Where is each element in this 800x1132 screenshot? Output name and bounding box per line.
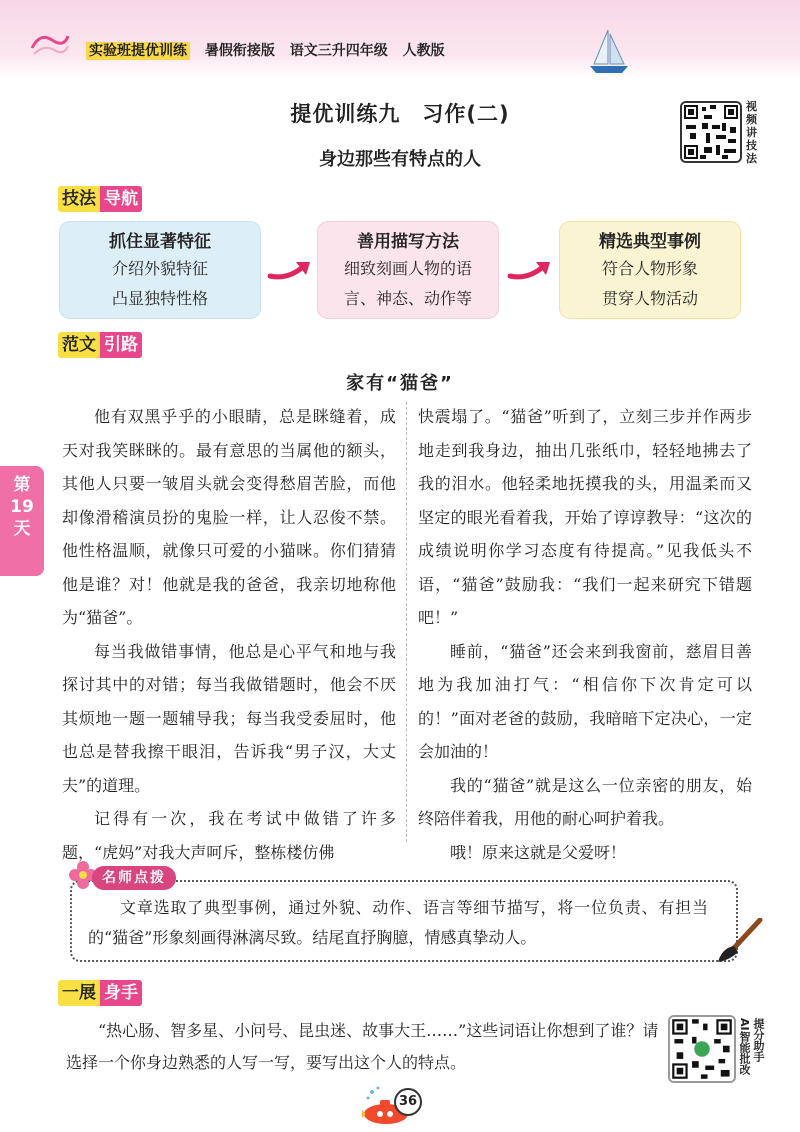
essay-paragraph: 他有双黑乎乎的小眼睛，总是眯缝着，成天对我笑眯眯的。最有意思的当属他的额头，其他人只要一皱眉头就会变得愁眉苦脸，而他却像滑稽演员扮的鬼脸一样，让人忍俊不禁。他性格温顺，就像只可爱的小猫咪。你们猜猜他是谁？对！他就是我的爸爸，我亲切地称他为“猫爸”。 (62, 407, 396, 627)
section-tag-technique-part2: 导航 (100, 186, 142, 212)
method-line: 言、神态、动作等 (343, 289, 472, 308)
section-tag-model-essay-part2: 引路 (100, 332, 142, 358)
qr-code-ai-grading[interactable] (668, 1015, 736, 1083)
page-number: 36 (394, 1088, 422, 1116)
page-subtitle: 身边那些有特点的人 (319, 149, 481, 170)
day-side-tab (0, 466, 44, 576)
essay-column-right (418, 400, 752, 869)
right-arrow-icon (506, 256, 554, 282)
method-title: 抓住显著特征 (109, 232, 211, 252)
day-tab-suffix: 天 (13, 519, 31, 539)
method-line: 贯穿人物活动 (601, 289, 698, 308)
section-tag-technique (58, 186, 142, 212)
header-publisher: 人教版 (402, 43, 445, 59)
method-title: 善用描写方法 (357, 232, 459, 252)
qr-ai-label (738, 1018, 770, 1075)
method-line: 凸显独特性格 (111, 289, 208, 308)
decorative-swirl-icon (30, 28, 70, 58)
section-tag-technique-part1: 技法 (58, 186, 100, 212)
sailboat-icon (584, 26, 634, 76)
practice-paragraph: “热心肠、智多星、小问号、昆虫迷、故事大王……”这些词语让你想到了谁？请选择一个你身边熟悉的人写一写，要写出这个人的特点。 (66, 1021, 659, 1072)
qr-pattern-icon (682, 103, 740, 161)
section-tag-model-essay-part1: 范文 (58, 332, 100, 358)
section-tag-practice-part1: 一展 (58, 980, 100, 1006)
header-info (86, 40, 445, 60)
section-tag-practice (58, 980, 142, 1006)
qr-ai-label-line2: 提分助手 (752, 1018, 765, 1062)
page-title: 提优训练九 习作(二) (290, 102, 510, 126)
header-edition: 暑假衔接版 (204, 43, 275, 59)
qr-ai-label-line1: AI智能批改 (738, 1018, 751, 1075)
header-subject: 语文三升四年级 (289, 43, 388, 59)
header-brand: 实验班提优训练 (86, 42, 190, 60)
paintbrush-icon (714, 918, 764, 964)
section-tag-model-essay (58, 332, 142, 358)
essay-paragraph: 每当我做错事情，他总是心平气和地与我探讨其中的对错；每当我做错题时，他会不厌其烦地一题一题辅导我；每当我受委屈时，他也总是替我擦干眼泪，告诉我“男子汉，大丈夫”的道理。 (62, 641, 396, 795)
method-line: 介绍外貌特征 (111, 259, 208, 278)
method-line: 细致刻画人物的语 (343, 259, 472, 278)
teacher-comment-label: 名师点拨 (92, 866, 176, 890)
teacher-comment-paragraph: 文章选取了典型事例，通过外貌、动作、语言等细节描写，将一位负责、有担当的“猫爸”形象刻画得淋漓尽致。结尾直抒胸臆，情感真挚动人。 (88, 898, 708, 947)
day-tab-number: 19 (10, 497, 34, 517)
qr-video-label: 视频讲技法 (746, 100, 757, 165)
essay-paragraph: 睡前，“猫爸”还会来到我窗前，慈眉目善地为我加油打气：“相信你下次肯定可以的！”面对老爸的鼓励，我暗暗下定决心，一定会加油的！ (418, 641, 752, 761)
right-arrow-icon (266, 256, 314, 282)
method-box-features (60, 222, 260, 318)
essay-title: 家有“猫爸” (346, 373, 454, 394)
day-tab-prefix: 第 (13, 475, 31, 495)
essay-column-left (62, 400, 396, 869)
practice-prompt (66, 1015, 662, 1079)
method-box-events (560, 222, 740, 318)
method-line: 符合人物形象 (601, 259, 698, 278)
qr-code-video[interactable] (680, 101, 742, 163)
essay-paragraph: 记得有一次，我在考试中做错了许多题，“虎妈”对我大声呵斥，整栋楼仿佛 (62, 809, 396, 862)
column-divider (406, 402, 407, 842)
essay-paragraph: 我的“猫爸”就是这么一位亲密的朋友，始终陪伴着我，用他的耐心呵护着我。 (418, 775, 752, 828)
teacher-comment-text (88, 893, 708, 953)
header-band (0, 0, 800, 78)
method-title: 精选典型事例 (599, 232, 701, 252)
qr-pattern-icon (670, 1017, 734, 1081)
essay-paragraph: 快震塌了。“猫爸”听到了，立刻三步并作两步地走到我身边，抽出几张纸巾，轻轻地拂去了我的泪水。他轻柔地抚摸我的头，用温柔而又坚定的眼光看着我，开始了谆谆教导：“这次的成绩说明你学习态度有待提高。”见我低头不语，“猫爸”鼓励我：“我们一起来研究下错题吧！” (418, 407, 752, 627)
essay-paragraph: 哦！原来这就是父爱呀！ (450, 842, 627, 862)
section-tag-practice-part2: 身手 (100, 980, 142, 1006)
method-box-description (318, 222, 498, 318)
